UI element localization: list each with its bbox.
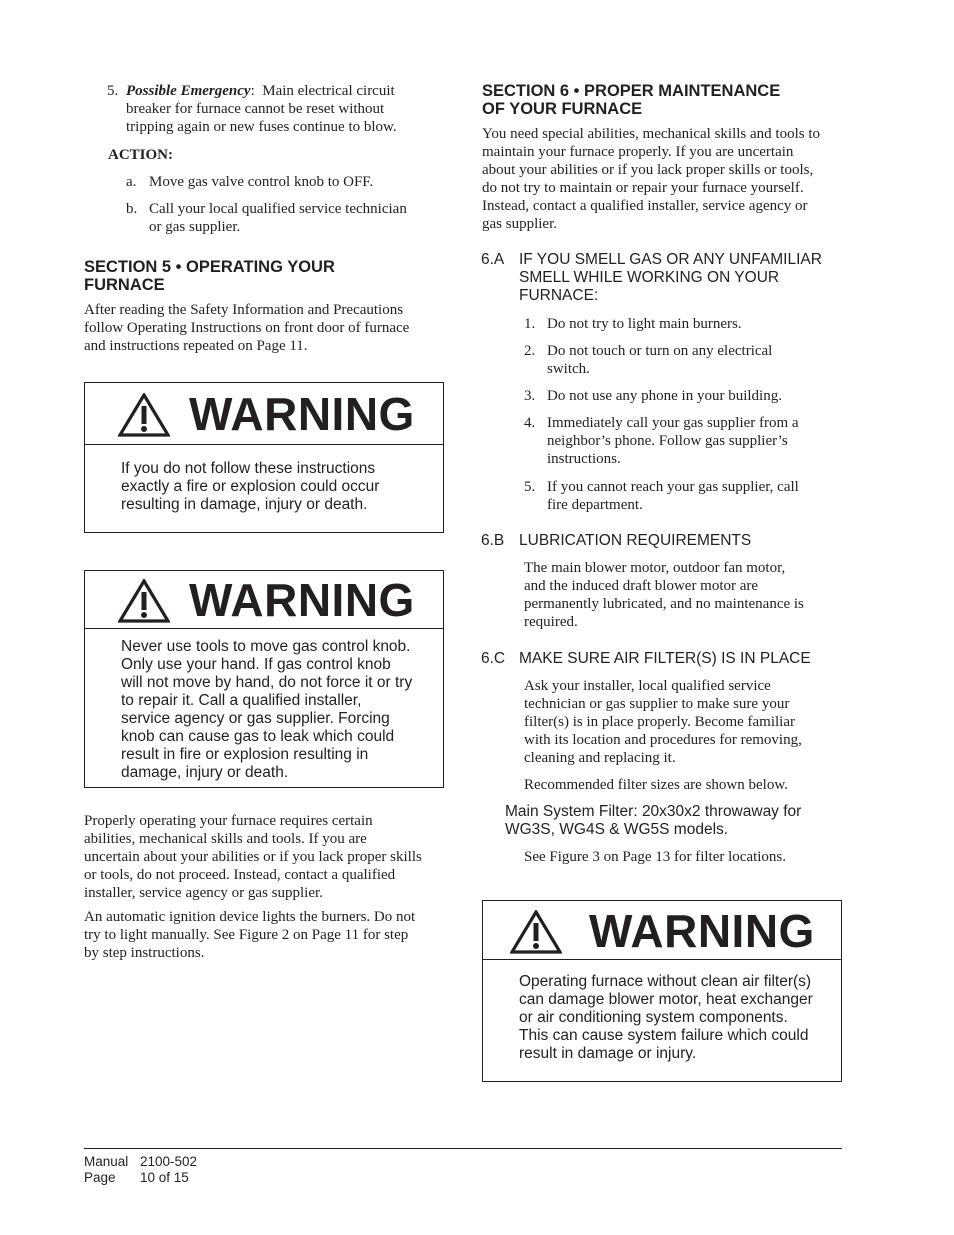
section-6b-body bbox=[524, 559, 804, 631]
paragraph-line: or tools, do not proceed. Instead, contact a qualified bbox=[84, 867, 396, 883]
section-6a-title-line: SMELL WHILE WORKING ON YOUR bbox=[519, 269, 780, 286]
action-a-letter: a. bbox=[126, 174, 137, 190]
section-6a-label: 6.A bbox=[481, 251, 505, 268]
filter-line: WG3S, WG4S & WG5S models. bbox=[505, 821, 729, 838]
list-number: 4. bbox=[524, 415, 536, 431]
list-line: Do not touch or turn on any electrical bbox=[547, 343, 773, 359]
paragraph-line: An automatic ignition device lights the burners. Do not bbox=[84, 909, 416, 925]
warning-line: Only use your hand. If gas control knob bbox=[121, 656, 391, 673]
warning-line: If you do not follow these instructions bbox=[121, 460, 376, 477]
section6-intro-line: You need special abilities, mechanical skills and tools to bbox=[482, 126, 820, 142]
body-line: The main blower motor, outdoor fan motor, bbox=[524, 560, 786, 576]
section5-intro-line: and instructions repeated on Page 11. bbox=[84, 338, 308, 354]
section-6a-title-line: IF YOU SMELL GAS OR ANY UNFAMILIAR bbox=[519, 251, 822, 268]
list-text bbox=[547, 342, 847, 378]
list-number: 1. bbox=[524, 316, 536, 332]
section6-heading bbox=[482, 83, 780, 118]
section6-intro-line: Instead, contact a qualified installer, service agency or bbox=[482, 198, 808, 214]
section-6c-title: MAKE SURE AIR FILTER(S) IS IN PLACE bbox=[519, 650, 811, 667]
paragraph-line: installer, service agency or gas supplier. bbox=[84, 885, 323, 901]
section-6b-label: 6.B bbox=[481, 532, 505, 549]
paragraph-line: try to light manually. See Figure 2 on Page 11 for step bbox=[84, 927, 409, 943]
warning-line: service agency or gas supplier. Forcing bbox=[121, 710, 390, 727]
section5-heading bbox=[84, 259, 335, 294]
body-line: cleaning and replacing it. bbox=[524, 750, 676, 766]
warning-header bbox=[85, 383, 443, 445]
list-line: Do not use any phone in your building. bbox=[547, 388, 782, 404]
possible-emergency-title: Possible Emergency bbox=[126, 83, 251, 99]
action-a-text: Move gas valve control knob to OFF. bbox=[149, 174, 374, 190]
warning-triangle-icon bbox=[510, 910, 562, 954]
warning-title: WARNING bbox=[589, 905, 815, 957]
warning-header bbox=[483, 901, 841, 960]
warning-line: result in fire or explosion resulting in bbox=[121, 746, 369, 763]
warning-text bbox=[519, 973, 813, 1063]
warning-box-3 bbox=[482, 900, 842, 1082]
paragraph-line: abilities, mechanical skills and tools. If you are bbox=[84, 831, 367, 847]
filter-line: Main System Filter: 20x30x2 throwaway for bbox=[505, 803, 802, 820]
section-6c-body bbox=[524, 677, 802, 767]
body-line: required. bbox=[524, 614, 578, 630]
warning-title: WARNING bbox=[189, 574, 415, 626]
item5-line-0: Main electrical circuit bbox=[254, 83, 395, 99]
warning-line: exactly a fire or explosion could occur bbox=[121, 478, 380, 495]
action-label: ACTION: bbox=[108, 147, 174, 163]
warning-line: can damage blower motor, heat exchanger bbox=[519, 991, 813, 1008]
warning-triangle-icon bbox=[118, 579, 170, 623]
item5-line-1: breaker for furnace cannot be reset without bbox=[126, 101, 385, 117]
section6-intro-line: about your abilities or if you lack proper skills or tools, bbox=[482, 162, 814, 178]
list-line: Do not try to light main burners. bbox=[547, 316, 742, 332]
list-line: If you cannot reach your gas supplier, call bbox=[547, 479, 799, 495]
section5-heading-line: FURNACE bbox=[84, 275, 165, 294]
manual-number: 2100-502 bbox=[140, 1154, 198, 1169]
warning-triangle-icon bbox=[118, 393, 170, 437]
paragraph-line: Properly operating your furnace requires certain bbox=[84, 813, 373, 829]
warning-line: will not move by hand, do not force it or try bbox=[121, 674, 413, 691]
body-line: with its location and procedures for removing, bbox=[524, 732, 802, 748]
list-line: neighbor’s phone. Follow gas supplier’s bbox=[547, 433, 788, 449]
warning-text bbox=[121, 460, 379, 514]
action-b-text bbox=[149, 200, 407, 236]
page-label: Page bbox=[84, 1170, 116, 1185]
section-6a-title-line: FURNACE: bbox=[519, 287, 599, 304]
action-b-line: or gas supplier. bbox=[149, 219, 241, 235]
possible-emergency-text bbox=[126, 82, 446, 136]
section5-heading-line: SECTION 5 • OPERATING YOUR bbox=[84, 258, 335, 276]
paragraph-line: by step instructions. bbox=[84, 945, 205, 961]
warning-line: Never use tools to move gas control knob. bbox=[121, 638, 411, 655]
list-text bbox=[547, 414, 847, 468]
main-system-filter bbox=[505, 803, 801, 839]
item5-line-2: tripping again or new fuses continue to blow. bbox=[126, 119, 397, 135]
warning-line: to repair it. Call a qualified installer, bbox=[121, 692, 362, 709]
section6-heading-line: OF YOUR FURNACE bbox=[482, 99, 643, 118]
colon: : bbox=[250, 83, 255, 99]
footer bbox=[84, 1154, 284, 1186]
warning-header bbox=[85, 571, 443, 629]
list-number: 5. bbox=[524, 479, 536, 495]
list-text bbox=[547, 478, 847, 514]
list-number: 3. bbox=[524, 388, 536, 404]
list-line: switch. bbox=[547, 361, 590, 377]
section6-intro bbox=[482, 125, 820, 233]
list-text bbox=[547, 315, 847, 333]
section-6b-title: LUBRICATION REQUIREMENTS bbox=[519, 532, 752, 549]
page-number: 10 of 15 bbox=[140, 1170, 189, 1185]
manual-label: Manual bbox=[84, 1154, 129, 1169]
warning-line: result in damage or injury. bbox=[519, 1045, 697, 1062]
list-text bbox=[547, 387, 847, 405]
body-line: filter(s) is in place properly. Become familiar bbox=[524, 714, 796, 730]
list-line: Immediately call your gas supplier from a bbox=[547, 415, 799, 431]
section6-heading-line: SECTION 6 • PROPER MAINTENANCE bbox=[482, 82, 781, 100]
warning-line: Operating furnace without clean air filter(s) bbox=[519, 973, 812, 990]
body-line: technician or gas supplier to make sure your bbox=[524, 696, 790, 712]
list-line: instructions. bbox=[547, 451, 621, 467]
footer-rule bbox=[84, 1148, 842, 1149]
section6-intro-line: do not try to maintain or repair your furnace yourself. bbox=[482, 180, 804, 196]
section5-intro-line: follow Operating Instructions on front door of furnace bbox=[84, 320, 410, 336]
ignition-paragraph bbox=[84, 908, 415, 962]
action-b-letter: b. bbox=[126, 201, 138, 217]
warning-line: This can cause system failure which could bbox=[519, 1027, 809, 1044]
action-b-line: Call your local qualified service technician bbox=[149, 201, 407, 217]
warning-line: knob can cause gas to leak which could bbox=[121, 728, 395, 745]
warning-text bbox=[121, 638, 412, 782]
possible-emergency-item bbox=[107, 82, 118, 100]
body-line: Ask your installer, local qualified service bbox=[524, 678, 771, 694]
warning-title: WARNING bbox=[189, 388, 415, 440]
section6-intro-line: gas supplier. bbox=[482, 216, 557, 232]
operating-paragraph bbox=[84, 812, 422, 902]
item-number: 5. bbox=[107, 83, 119, 99]
body-line: and the induced draft blower motor are bbox=[524, 578, 759, 594]
list-line: fire department. bbox=[547, 497, 643, 513]
section-6a-title bbox=[519, 251, 822, 305]
section5-intro-line: After reading the Safety Information and Precautions bbox=[84, 302, 404, 318]
warning-line: damage, injury or death. bbox=[121, 764, 289, 781]
list-number: 2. bbox=[524, 343, 536, 359]
warning-line: resulting in damage, injury or death. bbox=[121, 496, 368, 513]
section5-intro bbox=[84, 301, 409, 355]
section-6c-label: 6.C bbox=[481, 650, 506, 667]
paragraph-line: uncertain about your abilities or if you lack proper skills bbox=[84, 849, 422, 865]
body-line: permanently lubricated, and no maintenance is bbox=[524, 596, 804, 612]
section6-intro-line: maintain your furnace properly. If you are uncertain bbox=[482, 144, 794, 160]
footer-page-row bbox=[84, 1170, 284, 1186]
recommended-filters: Recommended filter sizes are shown below. bbox=[524, 777, 788, 793]
warning-line: or air conditioning system components. bbox=[519, 1009, 788, 1026]
warning-box-1 bbox=[84, 382, 444, 533]
warning-box-2 bbox=[84, 570, 444, 788]
see-figure-note: See Figure 3 on Page 13 for filter locations. bbox=[524, 849, 787, 865]
footer-manual-row bbox=[84, 1154, 284, 1170]
